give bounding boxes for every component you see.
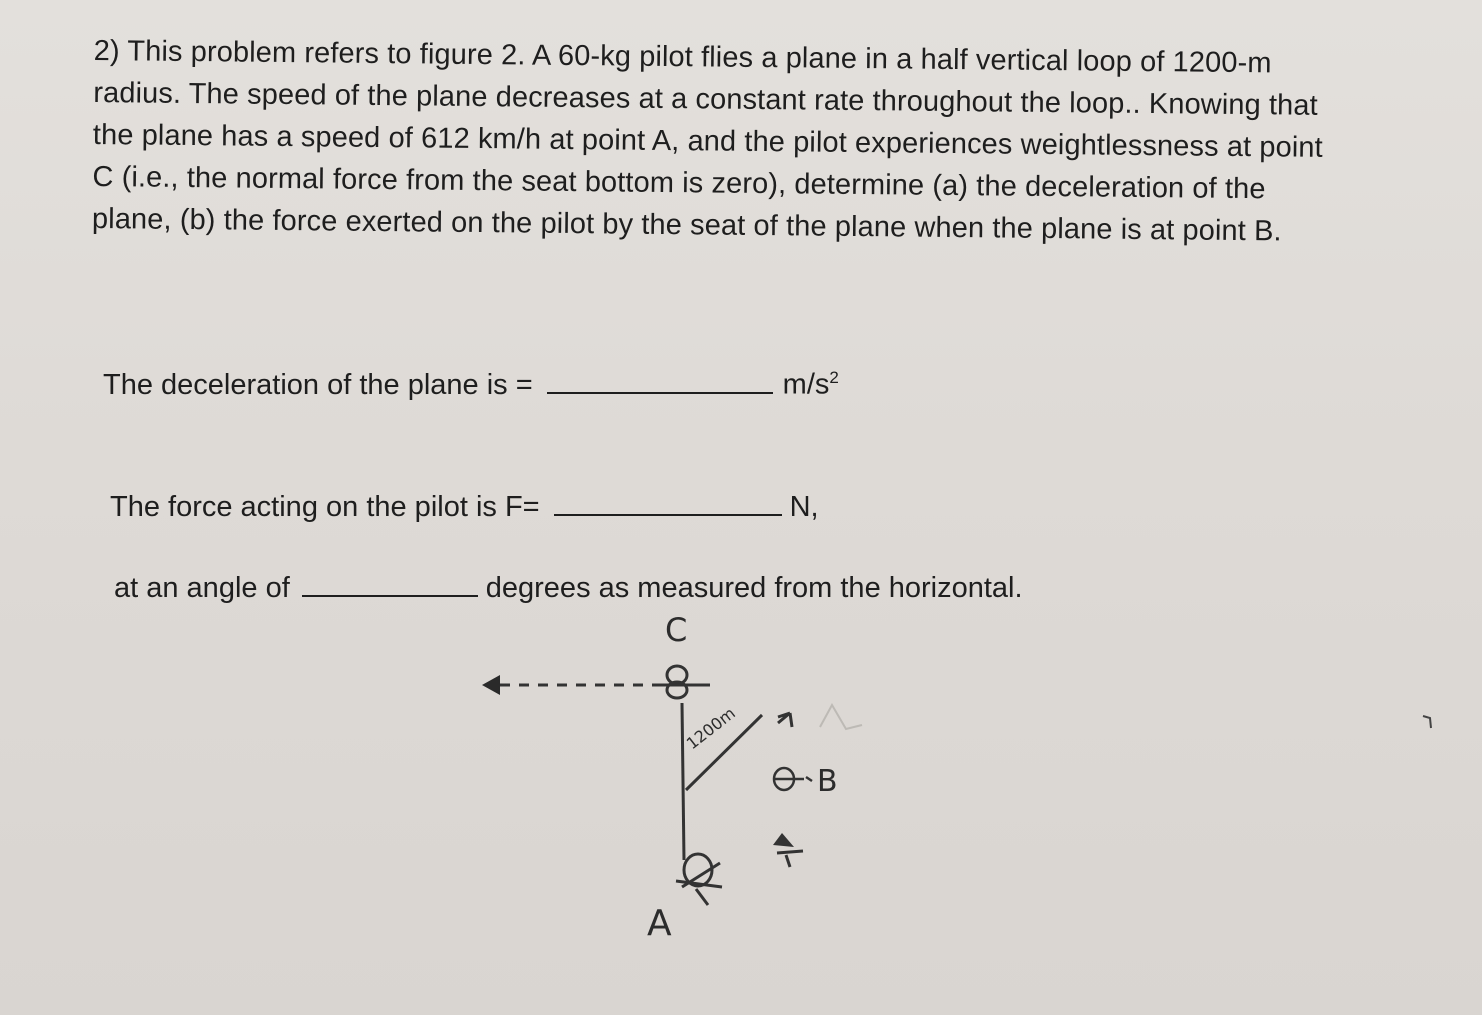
deceleration-answer-row [103,368,839,402]
point-c-label: C [665,611,688,649]
force-label: The force acting on the pilot is F= [110,491,540,523]
problem-line-1: 2) This problem refers to figure 2. A 60-kg pilot flies a plane in a half vertical loop of 1200-m [93,34,1272,80]
arrow-up-right-icon [778,713,792,727]
deceleration-unit-base: m/s [782,368,830,401]
deceleration-unit-exponent: 2 [829,368,839,387]
problem-statement [92,30,1354,253]
loop-figure [460,605,900,955]
angle-label: at an angle of [114,572,290,604]
radius-note: 1200m [682,703,739,754]
arrow-left-icon [482,675,500,695]
problem-line-4: C (i.e., the normal force from the seat bottom is zero), determine (a) the deceleration of the [92,160,1266,206]
deceleration-label: The deceleration of the plane is = [103,368,533,401]
vertical-radius-line [682,703,684,860]
stray-mark [1418,712,1438,732]
point-b-label: B [817,764,838,799]
plane-at-b-icon [774,768,812,790]
plane-at-a-icon [676,854,722,905]
deceleration-blank[interactable] [547,391,773,394]
angle-suffix: degrees as measured from the horizontal. [485,572,1023,604]
problem-line-3: the plane has a speed of 612 km/h at point A, and the pilot experiences weightlessness at point [92,118,1323,164]
plane-at-c-icon [658,666,710,698]
force-unit: N, [789,491,819,523]
faint-scribble [820,705,862,729]
problem-line-5: plane, (b) the force exerted on the pilot by the seat of the plane when the plane is at point B. [91,202,1282,248]
problem-line-2: radius. The speed of the plane decreases at a constant rate throughout the loop.. Knowing that [93,76,1318,122]
deceleration-unit [783,368,839,402]
angle-blank[interactable] [302,594,478,597]
angle-answer-row [114,572,1023,605]
plane-lower-icon [773,833,803,867]
point-a-label: A [647,903,672,944]
force-blank[interactable] [554,513,782,516]
force-answer-row [110,491,819,524]
